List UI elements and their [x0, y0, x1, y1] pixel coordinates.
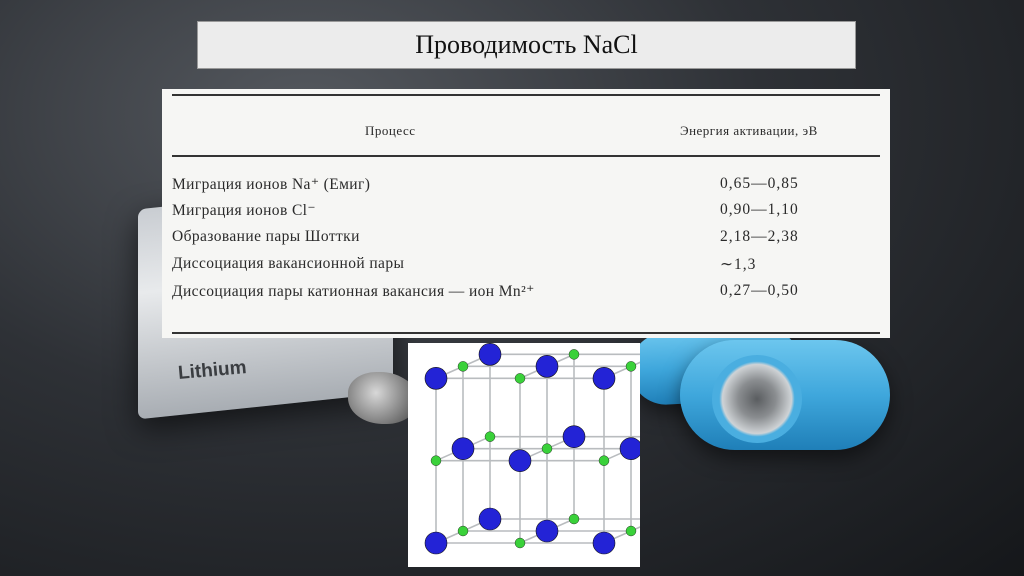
- energy-cell: 0,27—0,50: [720, 282, 799, 299]
- cation-sphere: [479, 343, 501, 365]
- process-cell: Диссоциация вакансионной пары: [172, 255, 405, 272]
- cation-sphere: [479, 508, 501, 530]
- cation-sphere: [563, 426, 585, 448]
- anion-sphere: [515, 373, 525, 383]
- process-cell: Образование пары Шоттки: [172, 228, 360, 245]
- process-cell: Миграция ионов Na⁺ (Eмиг): [172, 176, 371, 193]
- slide-title-bar: [197, 21, 856, 69]
- slide-title: Проводимость NaCl: [415, 30, 638, 59]
- cation-sphere: [593, 532, 615, 554]
- anion-sphere: [542, 444, 552, 454]
- table-row: [172, 228, 880, 252]
- anion-sphere: [431, 456, 441, 466]
- background-battery-label: Lithium: [177, 357, 248, 384]
- cation-sphere: [536, 520, 558, 542]
- cation-sphere: [509, 450, 531, 472]
- anion-sphere: [626, 526, 636, 536]
- cation-sphere: [536, 355, 558, 377]
- table-row: [172, 282, 880, 306]
- anion-sphere: [515, 538, 525, 548]
- cation-sphere: [620, 438, 640, 460]
- anion-sphere: [626, 361, 636, 371]
- cation-sphere: [452, 438, 474, 460]
- nacl-lattice-svg: [408, 343, 640, 567]
- anion-sphere: [569, 514, 579, 524]
- table-bottom-rule: [172, 332, 880, 334]
- table-row: [172, 255, 880, 279]
- table-header-rule: [172, 155, 880, 157]
- table-row: [172, 175, 880, 199]
- anion-sphere: [458, 361, 468, 371]
- table-row: [172, 201, 880, 225]
- column-header-process: Процесс: [365, 123, 416, 138]
- cation-sphere: [593, 367, 615, 389]
- cation-sphere: [425, 367, 447, 389]
- cation-sphere: [425, 532, 447, 554]
- anion-sphere: [458, 526, 468, 536]
- background-cylinder-terminal: [712, 355, 802, 443]
- anion-sphere: [569, 349, 579, 359]
- energy-cell: ∼1,3: [720, 256, 757, 273]
- energy-cell: 2,18—2,38: [720, 228, 799, 245]
- nacl-lattice-figure: [408, 343, 640, 567]
- process-cell: Диссоциация пары катионная вакансия — ион Mn²⁺: [172, 283, 535, 300]
- activation-energy-table: [162, 89, 890, 338]
- anion-sphere: [485, 432, 495, 442]
- energy-cell: 0,90—1,10: [720, 201, 799, 218]
- energy-cell: 0,65—0,85: [720, 175, 799, 192]
- anion-sphere: [599, 456, 609, 466]
- table-top-rule: [172, 94, 880, 96]
- process-cell: Миграция ионов Cl⁻: [172, 202, 316, 219]
- column-header-energy: Энергия активации, эВ: [680, 123, 818, 138]
